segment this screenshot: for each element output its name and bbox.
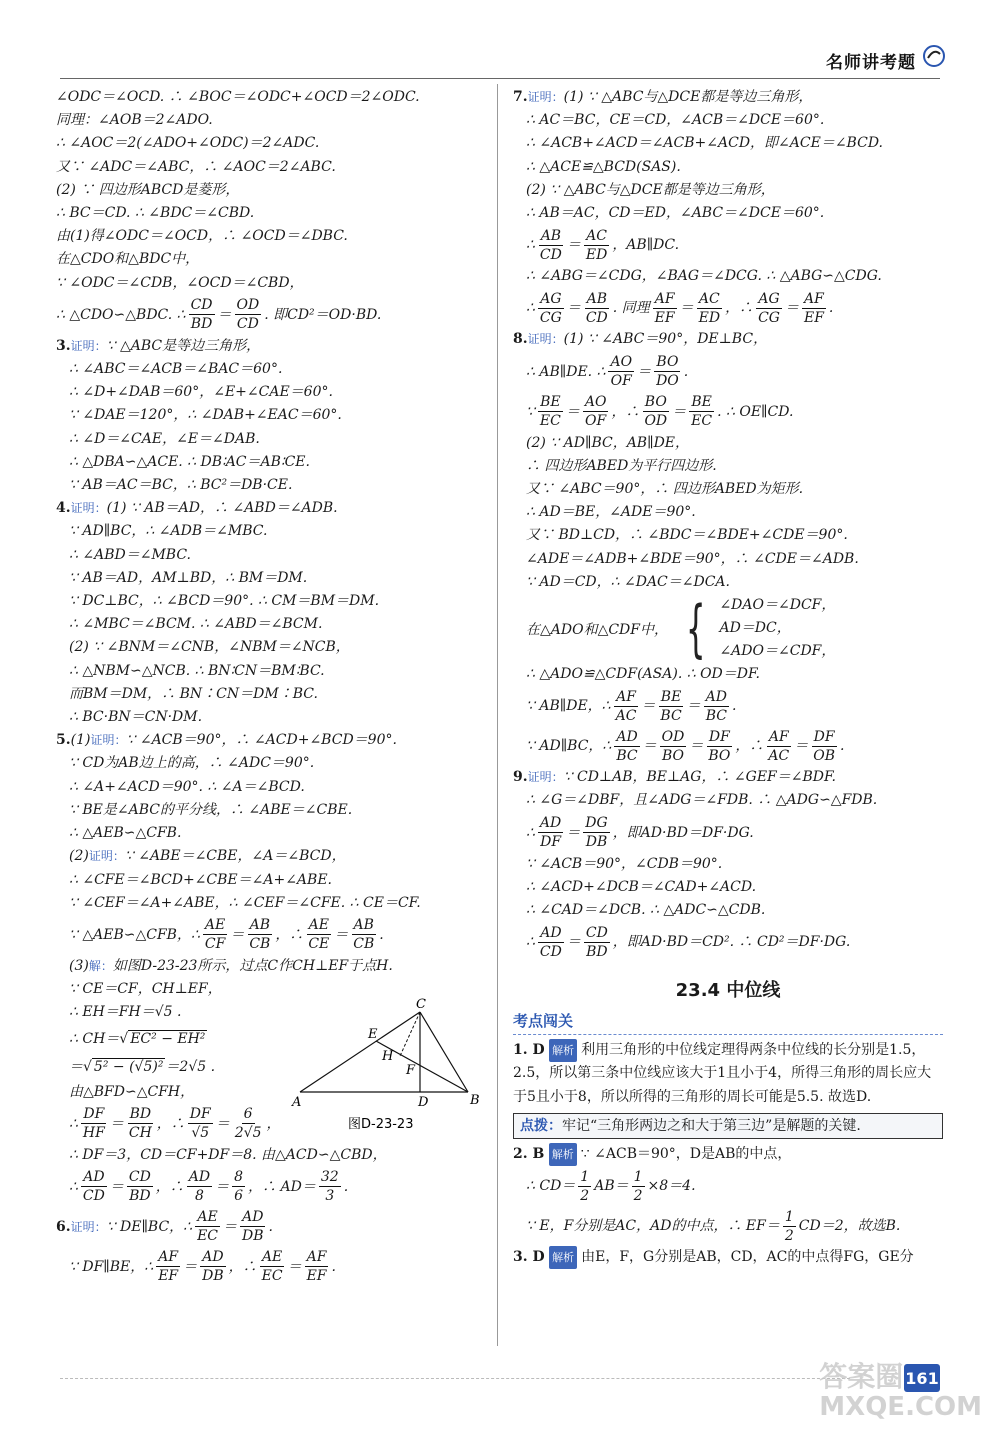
text-line: ∴ ∠ABD＝∠MBC. — [69, 546, 191, 563]
brace-system: 在△ADO和△CDF中， { ∠DAO＝∠DCF， AD＝DC， ∠ADO＝∠CDF， — [526, 591, 836, 665]
text-line: ∵ AB＝AC＝BC，∴ BC²＝DB·CE. — [69, 477, 293, 494]
fraction-line: ∴ △CDO∽△BDC. ∴ $\frac{CD}{BD}$ ＝ $\frac{OD}{CD}$ . 即CD²＝OD·BD. — [56, 297, 382, 333]
text-line: 在△CDO和△BDC中， — [56, 251, 200, 268]
text-line: ∴ △NBM∽△NCB. ∴ BN∶CN＝BM∶BC. — [69, 662, 325, 679]
sqrt-line: ∴ CH＝√ EC² − EH² — [69, 1030, 206, 1047]
fraction-line: ∴ $\frac{AD}{DF}$ ＝ $\frac{DG}{DB}$ ，即AD·BD＝DF·DG. — [526, 815, 754, 851]
side-cb — [420, 1012, 468, 1092]
text-line: ∴ ∠D+∠DAB＝60°，∠E+∠CAE＝60°. — [69, 384, 333, 401]
fraction-line: ∴ CD＝ $\frac{1}{2}$ AB＝ $\frac{1}{2}$ ×8＝4. — [526, 1168, 696, 1204]
fraction-line: ∵ DF∥BE，∴ $\frac{AF}{EF}$ ＝ $\frac{AD}{DB}$ ，∴ $\frac{AE}{EC}$ ＝ $\frac{AF}{EF}$ . — [69, 1249, 336, 1285]
text-line: ∴ AB＝AC，CD＝ED，∠ABC＝∠DCE＝60°. — [526, 205, 825, 222]
triangle-figure — [290, 994, 490, 1134]
text-line: ∵ BE是∠ABC的平分线，∴ ∠ABE＝∠CBE. — [69, 801, 353, 818]
answer-3: 3. D 解析 由E，F，G分别是AB，CD，AC的中点得FG，GE分 — [513, 1246, 943, 1269]
label-d: D — [418, 1095, 429, 1110]
text-line: ∵ AD＝CD，∴ ∠DAC＝∠DCA. — [526, 573, 730, 590]
text-line: 而BM＝DM，∴ BN∶CN＝DM∶BC. — [69, 685, 318, 702]
left-brace-icon: { — [685, 591, 706, 665]
fraction-line: ∵ AD∥BC，∴ $\frac{AD}{BC}$ ＝ $\frac{OD}{BO}$ ＝ $\frac{DF}{BO}$ ，∴ $\frac{AF}{AC}$ ＝ $\frac{DF}{OB}$ . — [526, 728, 845, 764]
question-7: 7.证明：(1) ∵ △ABC与△DCE都是等边三角形， — [513, 89, 813, 105]
label-h: H — [382, 1049, 394, 1064]
text-line: ∴ BC＝CD. ∴ ∠BDC＝∠CBD. — [56, 205, 255, 222]
fraction-line: ∵ $\frac{BE}{EC}$ ＝ $\frac{AO}{OF}$ ，∴ $\frac{BO}{OD}$ ＝ $\frac{BE}{EC}$ . ∴ OE∥CD. — [526, 394, 794, 430]
text-line: ∵ CD为AB边上的高，∴ ∠ADC＝90°. — [69, 755, 315, 772]
text-line: ∵ CE＝CF，CH⊥EF， — [69, 981, 222, 998]
text-line: ∴ ∠ACD+∠DCB＝∠CAD+∠ACD. — [526, 878, 757, 895]
footer-rule — [60, 1378, 850, 1379]
text-line: ∵ DC⊥BC，∴ ∠BCD＝90°. ∴ CM＝BM＝DM. — [69, 593, 380, 610]
fraction-line: ∴ $\frac{AD}{CD}$ ＝ $\frac{CD}{BD}$ ，∴ $\frac{AD}{8}$ ＝ $\frac{8}{6}$ ，∴ AD＝ $\frac{32}{3}$ . — [69, 1169, 349, 1205]
analysis-badge: 解析 — [549, 1039, 577, 1062]
analysis-badge: 解析 — [549, 1246, 577, 1269]
sqrt-line: ＝√ 5² − (√5)² ＝2√5 . — [69, 1058, 216, 1075]
text-line: 由(1)得∠ODC＝∠OCD，∴ ∠OCD＝∠DBC. — [56, 228, 348, 245]
text-line: ∴ AC＝BC，CE＝CD，∠ACB＝∠DCE＝60°. — [526, 112, 825, 129]
fraction: $\frac{OD}{CD}$ — [236, 297, 260, 333]
text-line: (2) ∵ 四边形ABCD是菱形， — [56, 181, 240, 198]
watermark: 答案圈 MXQE.COM — [819, 1360, 982, 1422]
header-brand: 名师讲考题 — [826, 53, 916, 73]
text-line: ∴ ∠CFE＝∠BCD+∠CBE＝∠A+∠ABE. — [69, 871, 332, 888]
text-line: 又∵ BD⊥CD，∴ ∠BDC＝∠BDE+∠CDE＝90°. — [526, 527, 848, 544]
question-4: 4.证明：(1) ∵ AB＝AD，∴ ∠ABD＝∠ADB. — [56, 500, 338, 517]
side-ac — [300, 1012, 420, 1092]
text-line: ∴ △DBA∽△ACE. ∴ DB∶AC＝AB∶CE. — [69, 453, 310, 470]
text-line: ∴ EH＝FH＝√5 . — [69, 1004, 182, 1021]
question-8: 8.证明：(1) ∵ ∠ABC＝90°，DE⊥BC， — [513, 331, 768, 348]
text-line: (2)证明：∵ ∠ABE＝∠CBE，∠A＝∠BCD， — [69, 848, 346, 865]
label-e: E — [368, 1027, 378, 1042]
right-column — [513, 86, 943, 1269]
fraction-line: ∵ E，F分别是AC，AD的中点，∴ EF＝ $\frac{1}{2}$ CD＝2，故选B. — [526, 1208, 901, 1244]
question-9: 9.证明：∵ CD⊥AB，BE⊥AG，∴ ∠GEF＝∠BDF. — [513, 769, 836, 786]
text-line: ∴ △ADO≌△CDF(ASA). ∴ OD＝DF. — [526, 666, 760, 683]
header-rule — [60, 78, 940, 79]
fraction-line: ∴ $\frac{DF}{HF}$ ＝ $\frac{BD}{CH}$ ，∴ $\frac{DF}{√5}$ ＝ $\frac{6}{2√5}$ ， — [69, 1106, 281, 1142]
text-line: 又∵ ∠ABC＝90°，∴ 四边形ABED为矩形. — [526, 481, 804, 498]
text-line: ∴ ∠D＝∠CAE，∠E＝∠DAB. — [69, 430, 260, 447]
text-line: ∴ 四边形ABED为平行四边形. — [526, 457, 717, 474]
text-line: ∴ AD＝BE，∠ADE＝90°. — [526, 504, 696, 521]
text-line: 同理：∠AOB＝2∠ADO. — [56, 112, 213, 129]
fraction-line: ∴ AB∥DE. ∴ $\frac{AO}{OF}$ ＝ $\frac{BO}{DO}$ . — [526, 354, 689, 390]
text-line: ∴ DF＝3，CD＝CF+DF＝8. 由△ACD∽△CBD， — [69, 1146, 387, 1163]
fraction-line: ∴ $\frac{AG}{CG}$ ＝ $\frac{AB}{CD}$ . 同理 $\frac{AF}{EF}$ ＝ $\frac{AC}{ED}$ ，∴ $\frac{AG}{CG}$ ＝ $\frac{AF}{EF}$ . — [526, 290, 834, 326]
fraction: $\frac{CD}{BD}$ — [190, 297, 213, 333]
question-3: 3.证明：∵ △ABC是等边三角形， — [56, 337, 261, 354]
section-subhead: 考点闯关 — [513, 1010, 943, 1035]
label-c: C — [416, 997, 426, 1012]
page-number: 161 — [904, 1364, 940, 1392]
brand-logo-icon — [922, 44, 946, 68]
text-line: 又∵ ∠ADC＝∠ABC，∴ ∠AOC＝2∠ABC. — [56, 158, 336, 175]
text-line: ∠ODC＝∠OCD. ∴ ∠BOC＝∠ODC+∠OCD＝2∠ODC. — [56, 89, 420, 105]
answer-1: 1. D 解析 利用三角形的中位线定理得两条中位线的长分别是1.5，2.5，所以第三条中位线应该大于1且小于4，所得三角形的周长应大于5且小于8，所以所得的三角形的周长可能是5.5. 故选D. — [513, 1039, 943, 1109]
label-a: A — [292, 1095, 302, 1110]
text-line: (2) ∵ △ABC与△DCE都是等边三角形， — [526, 181, 775, 198]
text-line: (2) ∵ ∠BNM＝∠CNB，∠NBM＝∠NCB， — [69, 639, 350, 656]
text-line: ∴ ∠A+∠ACD＝90°. ∴ ∠A＝∠BCD. — [69, 778, 305, 795]
text-line: ∴ ∠G＝∠DBF，且∠ADG＝∠FDB. ∴ △ADG∽△FDB. — [526, 792, 878, 809]
text-line: ∵ AD∥BC，∴ ∠ADB＝∠MBC. — [69, 523, 268, 540]
text-line: ∵ ∠ODC＝∠CDB，∠OCD＝∠CBD， — [56, 274, 304, 291]
text-line: ∵ ∠ACB＝90°，∠CDB＝90°. — [526, 855, 723, 872]
text-line: ∴ △ACE≌△BCD(SAS). — [526, 158, 681, 175]
answer-2: 2. B 解析 ∵ ∠ACB＝90°，D是AB的中点， — [513, 1143, 943, 1166]
question-5: 5.(1)证明：∵ ∠ACB＝90°，∴ ∠ACD+∠BCD＝90°. — [56, 732, 397, 749]
fraction-line: ∴ $\frac{AD}{CD}$ ＝ $\frac{CD}{BD}$ ，即AD·BD＝CD². ∴ CD²＝DF·DG. — [526, 924, 851, 960]
text-line: 由△BFD∽△CFH， — [69, 1083, 195, 1100]
fraction-line: ∵ △AEB∽△CFB，∴ $\frac{AE}{CF}$ ＝ $\frac{AB}{CB}$ ，∴ $\frac{AE}{CE}$ ＝ $\frac{AB}{CB}$ . — [69, 917, 384, 953]
text-line: ∴ ∠ABG＝∠CDG，∠BAG＝∠DCG. ∴ △ABG∽△CDG. — [526, 268, 882, 285]
analysis-badge: 解析 — [549, 1143, 577, 1166]
label-f: F — [406, 1063, 416, 1078]
fraction-line: ∴ $\frac{AB}{CD}$ ＝ $\frac{AC}{ED}$ ，AB∥DC. — [526, 227, 680, 263]
text-line: ∠ADE＝∠ADB+∠BDE＝90°，∴ ∠CDE＝∠ADB. — [526, 550, 859, 567]
question-6: 6. 证明： ∵ DE∥BC，∴ $\frac{AE}{EC}$ ＝ $\frac{AD}{DB}$ . — [56, 1209, 273, 1245]
text-line: ∴ ∠ACB+∠ACD＝∠ACB+∠ACD，即∠ACE＝∠BCD. — [526, 135, 883, 152]
figure-caption: 图D-23-23 — [348, 1117, 414, 1132]
text-line: ∴ △AEB∽△CFB. — [69, 825, 182, 842]
column-divider — [497, 84, 498, 1346]
text-line: ∴ ∠MBC＝∠BCM. ∴ ∠ABD＝∠BCM. — [69, 616, 323, 633]
text-line: (3)解：如图D-23-23所示，过点C作CH⊥EF于点H. — [69, 957, 393, 974]
text-line: ∵ AB＝AD，AM⊥BD，∴ BM＝DM. — [69, 569, 308, 586]
text-line: ∵ ∠CEF＝∠A+∠ABE，∴ ∠CEF＝∠CFE. ∴ CE＝CF. — [69, 894, 421, 911]
text-line: ∴ ∠AOC＝2(∠ADO+∠ODC)＝2∠ADC. — [56, 135, 320, 152]
fraction-line: ∵ AB∥DE，∴ $\frac{AF}{AC}$ ＝ $\frac{BE}{BC}$ ＝ $\frac{AD}{BC}$ . — [526, 688, 737, 724]
text-line: ∵ ∠DAE＝120°，∴ ∠DAB+∠EAC＝60°. — [69, 407, 342, 424]
text-line: (2) ∵ AD∥BC，AB∥DE， — [526, 434, 690, 451]
text-line: ∴ BC·BN＝CN·DM. — [69, 709, 203, 726]
text-line: ∴ ∠CAD＝∠DCB. ∴ △ADC∽△CDB. — [526, 902, 766, 919]
tip-box: 点拨：牢记“三角形两边之和大于第三边”是解题的关键. — [513, 1113, 943, 1139]
section-title: 23.4 中位线 — [675, 980, 781, 1002]
label-b: B — [470, 1093, 480, 1108]
text-line: ∴ ∠ABC＝∠ACB＝∠BAC＝60°. — [69, 361, 283, 378]
